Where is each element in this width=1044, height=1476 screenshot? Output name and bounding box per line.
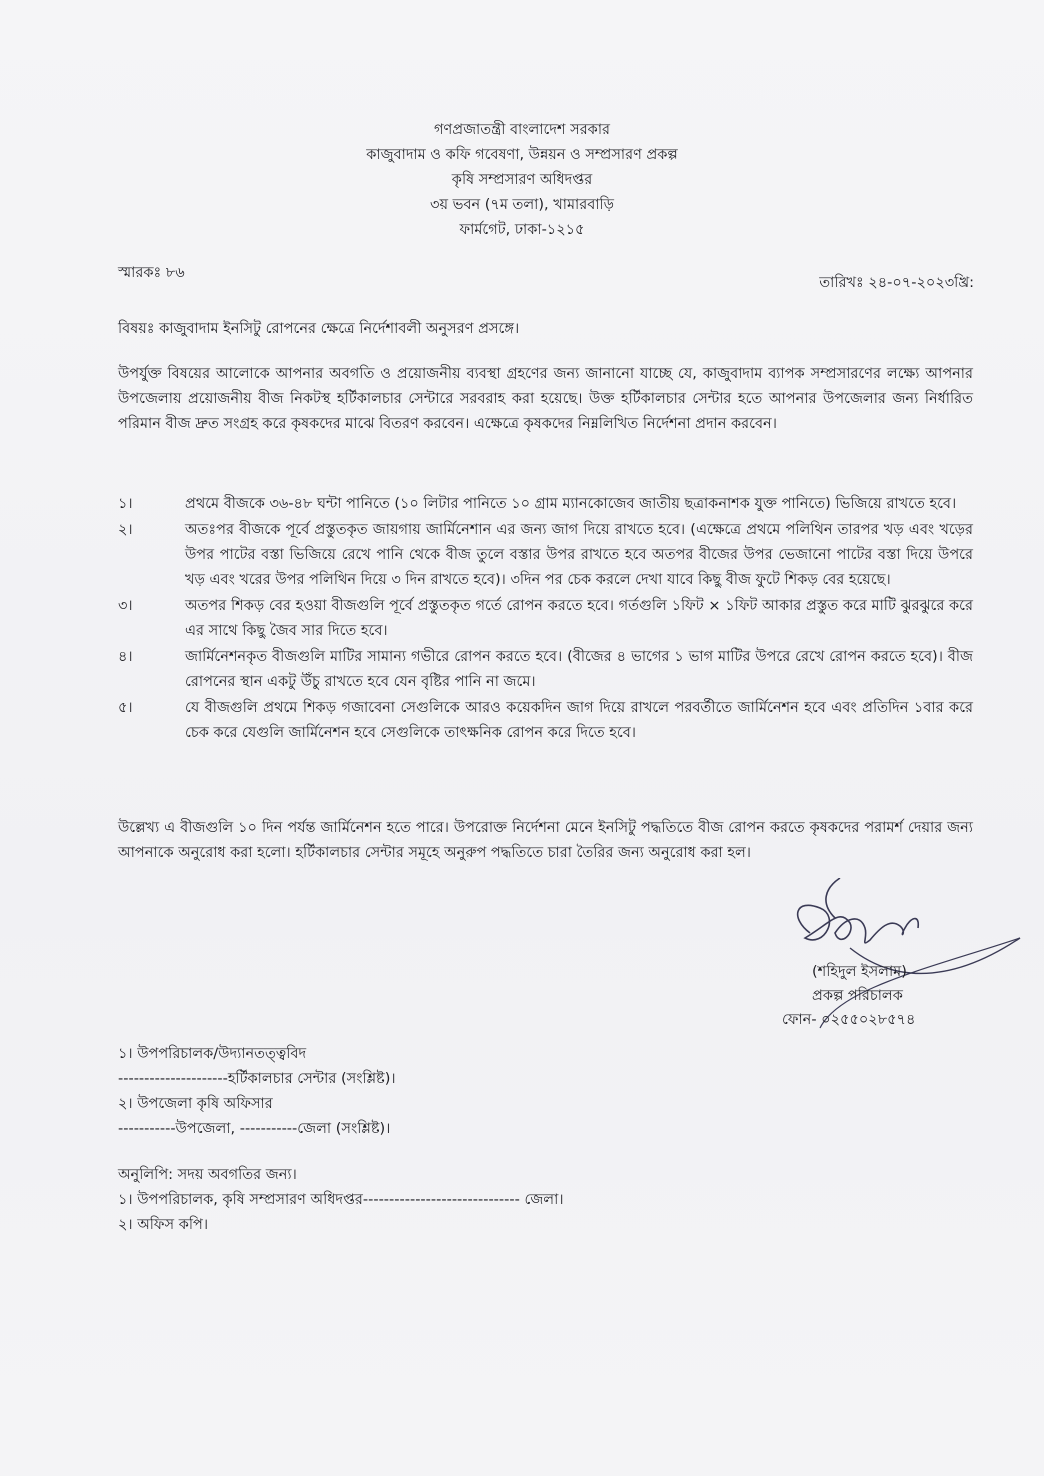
list-item	[118, 645, 973, 695]
subject-line: বিষয়ঃ কাজুবাদাম ইনসিটু রোপনের ক্ষেত্রে নির্দেশাবলী অনুসরণ প্রসঙ্গে।	[118, 321, 520, 337]
item-number: ৪।	[118, 649, 133, 665]
item-text: প্রথমে বীজকে ৩৬-৪৮ ঘন্টা পানিতে (১০ লিটার পানিতে ১০ গ্রাম ম্যানকোজেব জাতীয় ছত্রাকনাশক যুক্ত পানিতে) ভিজিয়ে রাখতে হবে।	[185, 496, 957, 512]
letterhead-department: কৃষি সম্প্রসারণ অধিদপ্তর	[451, 172, 593, 188]
letterhead	[0, 118, 1044, 243]
distribution-line: ---------------------হর্টিকালচার সেন্টার (সংশ্লিষ্ট)।	[118, 1071, 396, 1087]
list-item	[118, 696, 973, 746]
signatory-designation: প্রকল্প পরিচালক	[812, 988, 903, 1004]
memo-date: তারিখঃ ২৪-০৭-২০২৩খ্রি:	[819, 275, 974, 291]
intro-paragraph: উপর্যুক্ত বিষয়ের আলোকে আপনার অবগতি ও প্রয়োজনীয় ব্যবস্থা গ্রহণের জন্য জানানো যাচ্ছে যে, কাজুবাদাম ব্যাপক সম্প্রসারণের লক্ষ্যে আপনার উপজেলায় প্রয়োজনীয় বীজ নিকটস্থ হর্টিকালচার সেন্টারে সরবরাহ করা হয়েছে। উক্ত হর্টিকালচার সেন্টার হতে আপনার উপজেলার জন্য নির্ধারিত পরিমান বীজ দ্রুত সংগ্রহ করে কৃষকদের মাঝে বিতরণ করবেন। এক্ষেত্রে কৃষকদের নিম্নলিখিত নির্দেশনা প্রদান করবেন।	[118, 366, 973, 432]
item-number: ৩।	[118, 598, 133, 614]
item-text: যে বীজগুলি প্রথমে শিকড় গজাবেনা সেগুলিকে আরও কয়েকদিন জাগ দিয়ে রাখলে পরবর্তীতে জার্মিনেশন হবে এবং প্রতিদিন ১বার করে চেক করে যেগুলি জার্মিনেশন হবে সেগুলিকে তাৎক্ষনিক রোপন করে দিতে হবে।	[185, 700, 973, 741]
signatory-name: (শহিদুল ইসলাম)	[812, 964, 907, 980]
item-text: জার্মিনেশনকৃত বীজগুলি মাটির সামান্য গভীরে রোপন করতে হবে। (বীজের ৪ ভাগের ১ ভাগ মাটির উপরে রেখে রোপন করতে হবে)। বীজ রোপনের স্থান একটু উঁচু রাখতে হবে যেন বৃষ্টির পানি না জমে।	[185, 649, 973, 690]
item-text: অতঃপর বীজকে পূর্বে প্রস্তুতকৃত জায়গায় জার্মিনেশান এর জন্য জাগ দিয়ে রাখতে হবে। (এক্ষেত্রে প্রথমে পলিথিন তারপর খড় এবং খড়ের উপর পাটের বস্তা ভিজিয়ে রেখে পানি থেকে বীজ তুলে বস্তার উপর রাখতে হবে অতপর বীজের উপর ভেজানো পাটের বস্তা দিয়ে উপরে খড় এবং খরের উপর পলিথিন দিয়ে ৩ দিন রাখতে হবে)। ৩দিন পর চেক করলে দেখা যাবে কিছু বীজ ফুটে শিকড় বের হয়েছে।	[185, 522, 973, 588]
item-number: ১।	[118, 496, 133, 512]
distribution-line: ১। উপপরিচালক/উদ্যানতত্ত্ববিদ	[118, 1046, 307, 1062]
item-text: অতপর শিকড় বের হওয়া বীজগুলি পূর্বে প্রস্তুতকৃত গর্তে রোপন করতে হবে। গর্তগুলি ১ফিট × ১ফিট আকার প্রস্তুত করে মাটি ঝুরঝুরে করে এর সাথে কিছু জৈব সার দিতে হবে।	[185, 598, 973, 639]
list-item	[118, 594, 973, 644]
instruction-list	[118, 492, 973, 747]
copy-line: ২। অফিস কপি।	[118, 1217, 209, 1233]
closing-paragraph: উল্লেখ্য এ বীজগুলি ১০ দিন পর্যন্ত জার্মিনেশন হতে পারে। উপরোক্ত নির্দেশনা মেনে ইনসিটু পদ্ধতিতে বীজ রোপন করতে কৃষকদের পরামর্শ দেয়ার জন্য আপনাকে অনুরোধ করা হলো। হর্টিকালচার সেন্টার সমূহে অনুরুপ পদ্ধতিতে চারা তৈরির জন্য অনুরোধ করা হল।	[118, 820, 973, 861]
distribution-list	[118, 1042, 396, 1142]
distribution-line: ২। উপজেলা কৃষি অফিসার	[118, 1096, 273, 1112]
item-number: ২।	[118, 522, 133, 538]
copy-heading: অনুলিপি: সদয় অবগতির জন্য।	[118, 1167, 297, 1183]
letterhead-government: গণপ্রজাতন্ত্রী বাংলাদেশ সরকার	[433, 122, 610, 138]
letterhead-city: ফার্মগেট, ঢাকা-১২১৫	[459, 222, 585, 238]
item-number: ৫।	[118, 700, 133, 716]
copy-list	[118, 1163, 564, 1238]
letterhead-address: ৩য় ভবন (৭ম তলা), খামারবাড়ি	[430, 197, 614, 213]
copy-line: ১। উপপরিচালক, কৃষি সম্প্রসারণ অধিদপ্তর------------------------------ জেলা।	[118, 1192, 564, 1208]
signatory-phone: ফোন- ০২৫৫০২৮৫৭৪	[782, 1012, 916, 1028]
list-item	[118, 518, 973, 593]
distribution-line: -----------উপজেলা, -----------জেলা (সংশ্লিষ্ট)।	[118, 1121, 391, 1137]
letterhead-project: কাজুবাদাম ও কফি গবেষণা, উন্নয়ন ও সম্প্রসারণ প্রকল্প	[366, 147, 678, 163]
list-item	[118, 492, 973, 517]
memo-reference: স্মারকঃ ৮৬	[118, 265, 185, 281]
